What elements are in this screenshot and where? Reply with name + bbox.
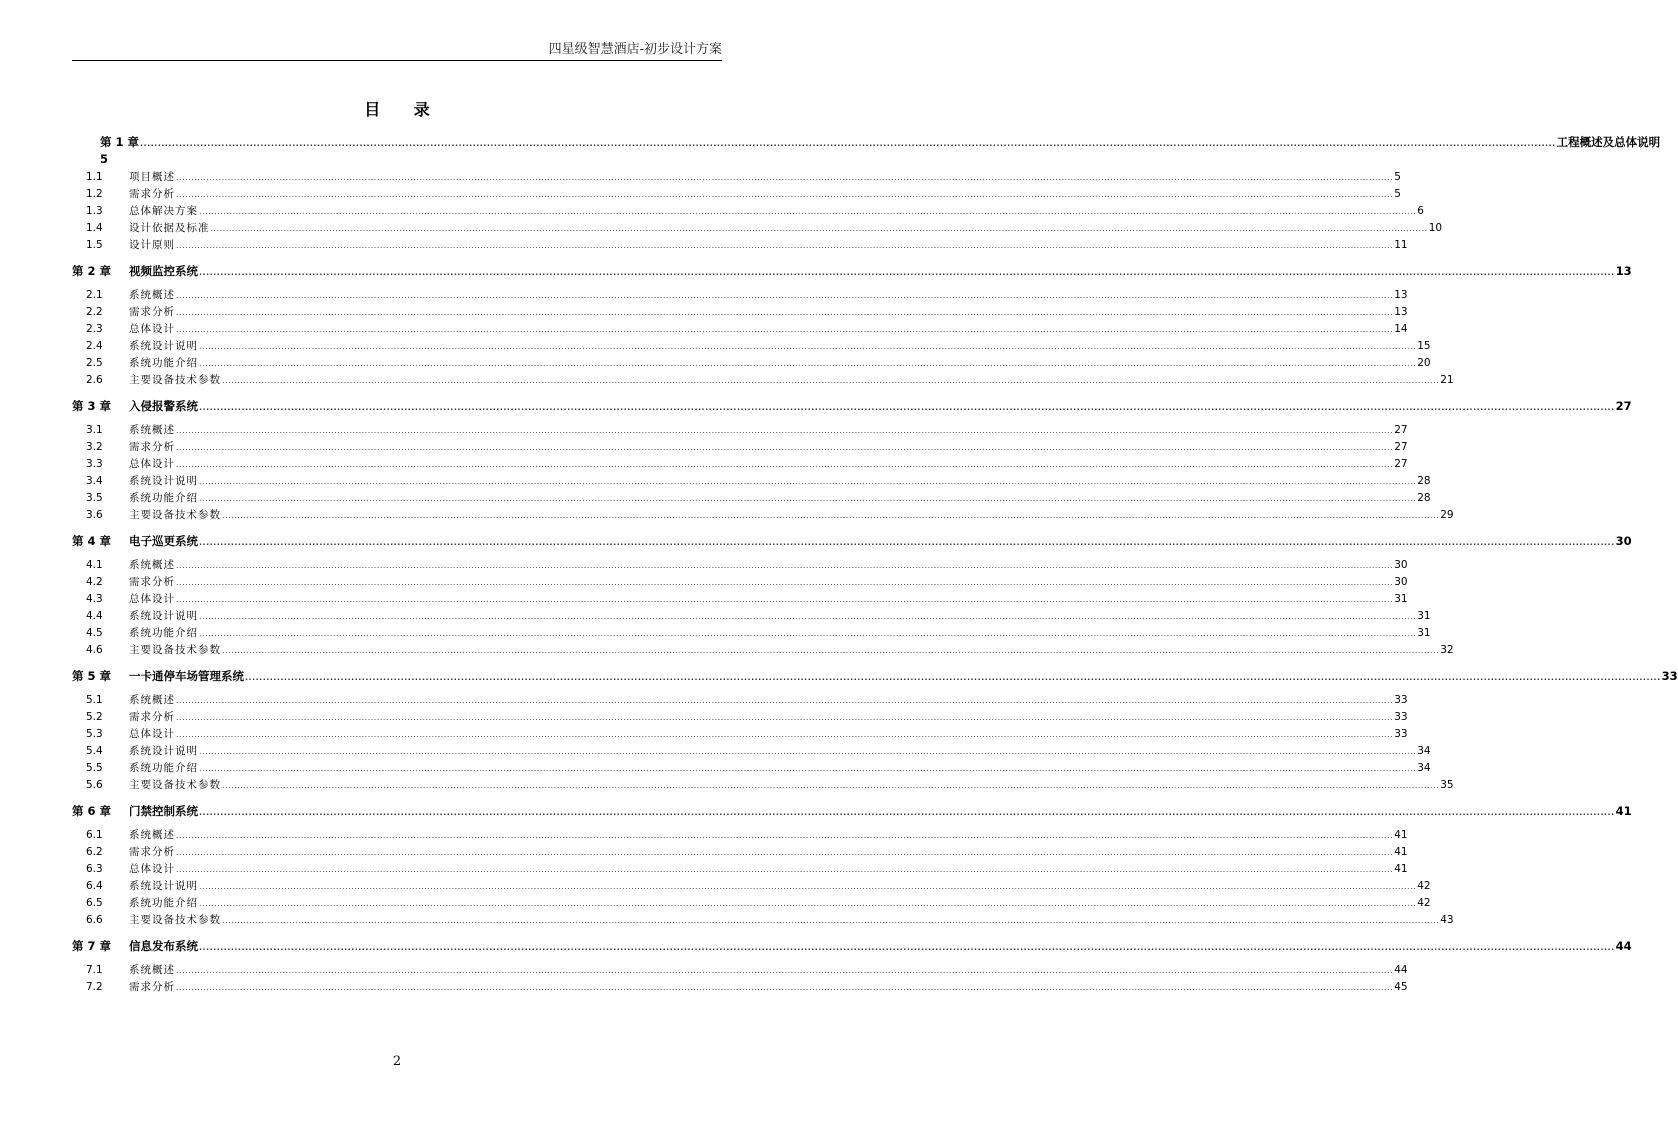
dot-leader: ................................................................................................................................................................................................................................................................................................................................................................................................................ <box>176 578 1394 587</box>
chapter-number: 第 1 章 <box>100 135 140 149</box>
section-number: 1.1 <box>86 171 103 183</box>
section-page: 13 <box>1394 289 1408 301</box>
dot-leader: ................................................................................................................................................................................................................................................................................................................................................................................................................ <box>199 882 1417 891</box>
toc-section-entry[interactable] <box>72 456 1408 473</box>
section-number: 4.5 <box>86 627 103 639</box>
section-title: 系统设计说明 <box>129 475 198 487</box>
toc-section-entry[interactable] <box>72 709 1408 726</box>
section-title: 需求分析 <box>129 441 175 453</box>
dot-leader: ................................................................................................................................................................................................................................................................................................................................................................................................................ <box>222 916 1440 925</box>
dot-leader: ................................................................................................................................................................................................................................................................................................................................................................................................................ <box>199 359 1417 368</box>
chapter-number: 第 5 章 <box>72 669 112 683</box>
chapter-title: 一卡通停车场管理系统 <box>129 669 244 683</box>
dot-leader: ................................................................................................................................................................................................................................................................................................................................................................................................................ <box>199 494 1417 503</box>
toc-section-entry[interactable] <box>72 912 1454 929</box>
table-of-contents <box>72 134 1678 996</box>
section-page: 41 <box>1394 829 1408 841</box>
dot-leader: ................................................................................................................................................................................................................................................................................................................................................................................................................ <box>176 983 1394 992</box>
dot-leader: ................................................................................................................................................................................................................................................................................................................................................................................................................ <box>222 646 1440 655</box>
dot-leader: ................................................................................................................................................................................................................................................................................................................................................................................................................ <box>176 241 1394 250</box>
section-page: 33 <box>1394 694 1408 706</box>
toc-section-entry[interactable] <box>72 422 1408 439</box>
section-number: 2.4 <box>86 340 103 352</box>
section-page: 32 <box>1440 644 1454 656</box>
chapter-title: 入侵报警系统 <box>129 399 198 413</box>
toc-chapter-entry[interactable] <box>72 134 1661 169</box>
section-title: 系统功能介绍 <box>129 357 198 369</box>
dot-leader: ................................................................................................................................................................................................................................................................................................................................................................................................................ <box>199 764 1417 773</box>
toc-section-entry[interactable] <box>72 726 1408 743</box>
section-page: 27 <box>1394 441 1408 453</box>
toc-section-entry[interactable] <box>72 473 1431 490</box>
section-number: 2.1 <box>86 289 103 301</box>
section-number: 3.1 <box>86 424 103 436</box>
section-number: 2.3 <box>86 323 103 335</box>
dot-leader: ................................................................................................................................................................................................................................................................................................................................................................................................................ <box>176 848 1394 857</box>
toc-section-entry[interactable] <box>72 287 1408 304</box>
toc-chapter-entry[interactable] <box>72 938 1632 955</box>
toc-section-entry[interactable] <box>72 220 1443 237</box>
section-number: 5.4 <box>86 745 103 757</box>
section-title: 系统设计说明 <box>129 880 198 892</box>
document-title: 四星级智慧酒店-初步设计方案 <box>548 42 722 57</box>
section-title: 系统功能介绍 <box>129 492 198 504</box>
section-page: 33 <box>1394 711 1408 723</box>
toc-section-entry[interactable] <box>72 608 1431 625</box>
dot-leader: ................................................................................................................................................................................................................................................................................................................................................................................................................ <box>199 538 1615 547</box>
toc-section-entry[interactable] <box>72 625 1431 642</box>
section-page: 41 <box>1394 863 1408 875</box>
dot-leader: ................................................................................................................................................................................................................................................................................................................................................................................................................ <box>176 696 1394 705</box>
toc-section-entry[interactable] <box>72 169 1401 186</box>
section-number: 6.2 <box>86 846 103 858</box>
chapter-number: 第 6 章 <box>72 804 112 818</box>
dot-leader: ................................................................................................................................................................................................................................................................................................................................................................................................................ <box>199 207 1417 216</box>
section-page: 30 <box>1394 559 1408 571</box>
section-page: 35 <box>1440 779 1454 791</box>
section-title: 项目概述 <box>129 171 175 183</box>
section-title: 总体设计 <box>129 863 175 875</box>
toc-chapter-entry[interactable] <box>72 668 1678 685</box>
section-title: 系统概述 <box>129 559 175 571</box>
section-page: 45 <box>1394 981 1408 993</box>
section-number: 2.6 <box>86 374 103 386</box>
toc-section-entry[interactable] <box>72 962 1408 979</box>
chapter-title: 视频监控系统 <box>129 264 198 278</box>
chapter-number: 第 2 章 <box>72 264 112 278</box>
section-page: 31 <box>1417 610 1431 622</box>
section-number: 2.2 <box>86 306 103 318</box>
section-title: 主要设备技术参数 <box>129 374 221 386</box>
section-number: 4.4 <box>86 610 103 622</box>
dot-leader: ................................................................................................................................................................................................................................................................................................................................................................................................................ <box>140 139 1556 148</box>
section-page: 21 <box>1440 374 1454 386</box>
toc-section-entry[interactable] <box>72 372 1454 389</box>
section-number: 5.3 <box>86 728 103 740</box>
dot-leader: ................................................................................................................................................................................................................................................................................................................................................................................................................ <box>222 781 1440 790</box>
toc-section-entry[interactable] <box>72 760 1431 777</box>
toc-section-entry[interactable] <box>72 827 1408 844</box>
section-page: 29 <box>1440 509 1454 521</box>
dot-leader: ................................................................................................................................................................................................................................................................................................................................................................................................................ <box>222 376 1440 385</box>
chapter-number: 第 4 章 <box>72 534 112 548</box>
section-number: 5.6 <box>86 779 103 791</box>
section-page: 15 <box>1417 340 1431 352</box>
section-title: 系统功能介绍 <box>129 897 198 909</box>
toc-chapter-entry[interactable] <box>72 533 1632 550</box>
toc-section-entry[interactable] <box>72 203 1424 220</box>
section-page: 31 <box>1417 627 1431 639</box>
section-page: 27 <box>1394 458 1408 470</box>
section-title: 系统设计说明 <box>129 745 198 757</box>
dot-leader: ................................................................................................................................................................................................................................................................................................................................................................................................................ <box>245 673 1661 682</box>
dot-leader: ................................................................................................................................................................................................................................................................................................................................................................................................................ <box>210 224 1428 233</box>
dot-leader: ................................................................................................................................................................................................................................................................................................................................................................................................................ <box>176 831 1394 840</box>
dot-leader: ................................................................................................................................................................................................................................................................................................................................................................................................................ <box>176 730 1394 739</box>
section-number: 3.4 <box>86 475 103 487</box>
dot-leader: ................................................................................................................................................................................................................................................................................................................................................................................................................ <box>176 595 1394 604</box>
chapter-title: 工程概述及总体说明 <box>1556 135 1661 149</box>
dot-leader: ................................................................................................................................................................................................................................................................................................................................................................................................................ <box>176 865 1394 874</box>
toc-section-entry[interactable] <box>72 692 1408 709</box>
section-number: 6.3 <box>86 863 103 875</box>
section-number: 7.2 <box>86 981 103 993</box>
section-page: 13 <box>1394 306 1408 318</box>
chapter-number: 第 3 章 <box>72 399 112 413</box>
section-title: 系统概述 <box>129 289 175 301</box>
toc-section-entry[interactable] <box>72 878 1431 895</box>
section-page: 6 <box>1417 205 1424 217</box>
section-title: 系统设计说明 <box>129 610 198 622</box>
dot-leader: ................................................................................................................................................................................................................................................................................................................................................................................................................ <box>199 403 1615 412</box>
chapter-title: 电子巡更系统 <box>129 534 198 548</box>
dot-leader: ................................................................................................................................................................................................................................................................................................................................................................................................................ <box>176 308 1394 317</box>
toc-section-entry[interactable] <box>72 844 1408 861</box>
dot-leader: ................................................................................................................................................................................................................................................................................................................................................................................................................ <box>199 808 1615 817</box>
toc-section-entry[interactable] <box>72 743 1431 760</box>
section-title: 系统概述 <box>129 964 175 976</box>
dot-leader: ................................................................................................................................................................................................................................................................................................................................................................................................................ <box>176 190 1394 199</box>
section-number: 2.5 <box>86 357 103 369</box>
section-number: 5.5 <box>86 762 103 774</box>
dot-leader: ................................................................................................................................................................................................................................................................................................................................................................................................................ <box>199 477 1417 486</box>
dot-leader: ................................................................................................................................................................................................................................................................................................................................................................................................................ <box>176 561 1394 570</box>
section-title: 系统概述 <box>129 424 175 436</box>
chapter-page: 41 <box>1615 804 1632 818</box>
section-title: 主要设备技术参数 <box>129 509 221 521</box>
dot-leader: ................................................................................................................................................................................................................................................................................................................................................................................................................ <box>199 943 1615 952</box>
section-title: 主要设备技术参数 <box>129 644 221 656</box>
toc-section-entry[interactable] <box>72 642 1454 659</box>
section-number: 4.6 <box>86 644 103 656</box>
section-title: 需求分析 <box>129 306 175 318</box>
section-title: 设计依据及标准 <box>129 222 210 234</box>
toc-section-entry[interactable] <box>72 304 1408 321</box>
section-title: 总体设计 <box>129 593 175 605</box>
chapter-page: 5 <box>100 152 109 166</box>
section-page: 44 <box>1394 964 1408 976</box>
section-page: 34 <box>1417 762 1431 774</box>
section-number: 6.5 <box>86 897 103 909</box>
section-number: 5.2 <box>86 711 103 723</box>
section-number: 1.4 <box>86 222 103 234</box>
section-number: 1.3 <box>86 205 103 217</box>
section-page: 28 <box>1417 492 1431 504</box>
page-number: 2 <box>392 1054 402 1069</box>
section-page: 41 <box>1394 846 1408 858</box>
section-page: 31 <box>1394 593 1408 605</box>
section-title: 系统设计说明 <box>129 340 198 352</box>
chapter-page: 30 <box>1615 534 1632 548</box>
section-page: 43 <box>1440 914 1454 926</box>
chapter-page: 44 <box>1615 939 1632 953</box>
section-title: 系统概述 <box>129 829 175 841</box>
section-page: 10 <box>1428 222 1443 234</box>
section-title: 总体设计 <box>129 728 175 740</box>
section-title: 需求分析 <box>129 576 175 588</box>
section-page: 14 <box>1394 323 1408 335</box>
toc-section-entry[interactable] <box>72 338 1431 355</box>
section-title: 系统概述 <box>129 694 175 706</box>
section-page: 33 <box>1394 728 1408 740</box>
toc-section-entry[interactable] <box>72 355 1431 372</box>
dot-leader: ................................................................................................................................................................................................................................................................................................................................................................................................................ <box>176 325 1394 334</box>
toc-section-entry[interactable] <box>72 557 1408 574</box>
chapter-page: 33 <box>1661 669 1678 683</box>
toc-section-entry[interactable] <box>72 490 1431 507</box>
chapter-title: 信息发布系统 <box>129 939 198 953</box>
chapter-page: 13 <box>1615 264 1632 278</box>
section-number: 6.1 <box>86 829 103 841</box>
dot-leader: ................................................................................................................................................................................................................................................................................................................................................................................................................ <box>176 426 1394 435</box>
section-number: 3.3 <box>86 458 103 470</box>
dot-leader: ................................................................................................................................................................................................................................................................................................................................................................................................................ <box>199 612 1417 621</box>
section-title: 设计原则 <box>129 239 175 251</box>
section-title: 总体设计 <box>129 458 175 470</box>
dot-leader: ................................................................................................................................................................................................................................................................................................................................................................................................................ <box>199 268 1615 277</box>
toc-section-entry[interactable] <box>72 861 1408 878</box>
section-page: 42 <box>1417 880 1431 892</box>
toc-section-entry[interactable] <box>72 574 1408 591</box>
section-number: 1.2 <box>86 188 103 200</box>
dot-leader: ................................................................................................................................................................................................................................................................................................................................................................................................................ <box>176 966 1394 975</box>
section-number: 6.4 <box>86 880 103 892</box>
section-page: 42 <box>1417 897 1431 909</box>
section-number: 1.5 <box>86 239 103 251</box>
section-page: 27 <box>1394 424 1408 436</box>
section-title: 需求分析 <box>129 188 175 200</box>
header-divider <box>72 60 722 61</box>
chapter-page: 27 <box>1615 399 1632 413</box>
section-number: 3.2 <box>86 441 103 453</box>
toc-section-entry[interactable] <box>72 439 1408 456</box>
toc-chapter-entry[interactable] <box>72 263 1632 280</box>
dot-leader: ................................................................................................................................................................................................................................................................................................................................................................................................................ <box>176 460 1394 469</box>
section-number: 4.1 <box>86 559 103 571</box>
dot-leader: ................................................................................................................................................................................................................................................................................................................................................................................................................ <box>199 899 1417 908</box>
section-page: 11 <box>1394 239 1408 251</box>
toc-section-entry[interactable] <box>72 979 1408 996</box>
section-number: 4.2 <box>86 576 103 588</box>
section-page: 5 <box>1394 188 1401 200</box>
dot-leader: ................................................................................................................................................................................................................................................................................................................................................................................................................ <box>176 291 1394 300</box>
toc-chapter-entry[interactable] <box>72 803 1632 820</box>
chapter-title: 门禁控制系统 <box>129 804 198 818</box>
section-number: 3.5 <box>86 492 103 504</box>
section-page: 34 <box>1417 745 1431 757</box>
section-number: 4.3 <box>86 593 103 605</box>
section-page: 28 <box>1417 475 1431 487</box>
toc-section-entry[interactable] <box>72 321 1408 338</box>
section-title: 总体解决方案 <box>129 205 198 217</box>
section-title: 需求分析 <box>129 846 175 858</box>
toc-section-entry[interactable] <box>72 777 1454 794</box>
dot-leader: ................................................................................................................................................................................................................................................................................................................................................................................................................ <box>176 713 1394 722</box>
toc-chapter-entry[interactable] <box>72 398 1632 415</box>
section-page: 20 <box>1417 357 1431 369</box>
dot-leader: ................................................................................................................................................................................................................................................................................................................................................................................................................ <box>199 629 1417 638</box>
chapter-number: 第 7 章 <box>72 939 112 953</box>
section-title: 系统功能介绍 <box>129 627 198 639</box>
section-number: 3.6 <box>86 509 103 521</box>
dot-leader: ................................................................................................................................................................................................................................................................................................................................................................................................................ <box>176 443 1394 452</box>
section-page: 5 <box>1394 171 1401 183</box>
toc-section-entry[interactable] <box>72 186 1401 203</box>
dot-leader: ................................................................................................................................................................................................................................................................................................................................................................................................................ <box>176 173 1394 182</box>
section-number: 7.1 <box>86 964 103 976</box>
section-title: 需求分析 <box>129 981 175 993</box>
toc-section-entry[interactable] <box>72 591 1408 608</box>
section-number: 5.1 <box>86 694 103 706</box>
toc-section-entry[interactable] <box>72 237 1408 254</box>
section-title: 需求分析 <box>129 711 175 723</box>
section-title: 主要设备技术参数 <box>129 914 221 926</box>
section-title: 主要设备技术参数 <box>129 779 221 791</box>
dot-leader: ................................................................................................................................................................................................................................................................................................................................................................................................................ <box>222 511 1440 520</box>
section-page: 30 <box>1394 576 1408 588</box>
toc-section-entry[interactable] <box>72 895 1431 912</box>
toc-heading: 目 录 <box>364 100 444 119</box>
toc-section-entry[interactable] <box>72 507 1454 524</box>
dot-leader: ................................................................................................................................................................................................................................................................................................................................................................................................................ <box>199 342 1417 351</box>
section-number: 6.6 <box>86 914 103 926</box>
dot-leader: ................................................................................................................................................................................................................................................................................................................................................................................................................ <box>199 747 1417 756</box>
section-title: 系统功能介绍 <box>129 762 198 774</box>
section-title: 总体设计 <box>129 323 175 335</box>
